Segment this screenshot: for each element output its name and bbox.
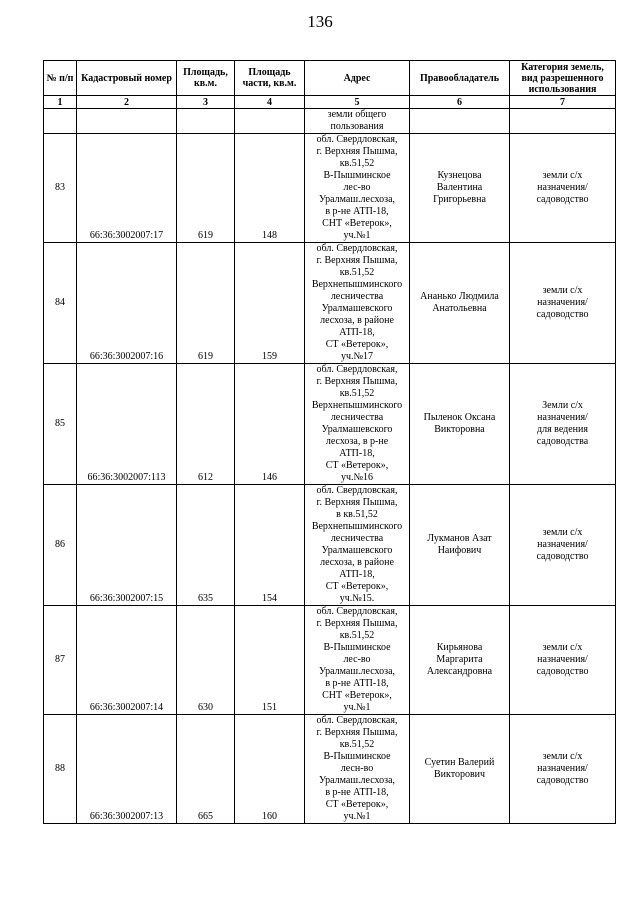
- address-line: Уралмаш.лесхоза,: [318, 194, 396, 205]
- owner-line: Кузнецова: [437, 170, 482, 181]
- owner-line: Ананько Людмила: [420, 291, 499, 302]
- area-value: 635: [177, 485, 235, 606]
- address-line: г. Верхняя Пышма,: [316, 497, 398, 508]
- area-value: 619: [177, 134, 235, 243]
- category-line: садоводство: [536, 775, 589, 786]
- owner-cell: [410, 364, 510, 485]
- category-line: садоводство: [536, 551, 589, 562]
- cadastral-number: 66:36:3002007:16: [77, 243, 177, 364]
- address-line: Верхнепышминского: [311, 400, 403, 411]
- page-number: 136: [307, 12, 333, 31]
- address-line: кв.51,52: [339, 630, 375, 641]
- address-line: СТ «Ветерок»,: [325, 460, 389, 471]
- col-number: 3: [177, 96, 235, 109]
- category-line: назначения/: [537, 412, 588, 423]
- address-line: уч.№15.: [339, 593, 375, 604]
- row-number: 87: [44, 606, 77, 715]
- category-cell: [510, 606, 616, 715]
- address-line: В-Пышминское: [323, 751, 391, 762]
- category-line: земли с/х: [542, 751, 583, 762]
- address-line: в р-не АТП-18,: [325, 787, 389, 798]
- table-row: [44, 715, 616, 824]
- continuation-line: земли общего: [327, 109, 387, 120]
- part-area-value: 159: [235, 243, 305, 364]
- col-header-cadastral: Кадастровый номер: [77, 61, 177, 96]
- address-line: лес-во: [343, 182, 371, 193]
- address-line: лесхоза, в районе: [320, 315, 394, 326]
- address-line: лес-во: [343, 654, 371, 665]
- address-line: Уралмашевского: [321, 545, 393, 556]
- owner-line: Маргарита: [436, 654, 483, 665]
- owner-cell: [410, 243, 510, 364]
- table-row: [44, 243, 616, 364]
- address-line: Уралмаш.лесхоза,: [318, 666, 396, 677]
- col-number: 2: [77, 96, 177, 109]
- category-cell: [510, 134, 616, 243]
- address-line: лесхоза, в районе: [320, 557, 394, 568]
- owner-cell: [410, 134, 510, 243]
- address-line: Верхнепышминского: [311, 279, 403, 290]
- category-line: назначения/: [537, 654, 588, 665]
- address-line: уч.№1: [343, 811, 371, 822]
- owner-line: Анатольевна: [432, 303, 487, 314]
- part-area-value: 160: [235, 715, 305, 824]
- col-header-area: Площадь, кв.м.: [177, 61, 235, 96]
- owner-line: Валентина: [436, 182, 483, 193]
- address-line: кв.51,52: [339, 158, 375, 169]
- cadastral-number: 66:36:3002007:15: [77, 485, 177, 606]
- address-cell: [305, 243, 410, 364]
- address-line: уч.№1: [343, 702, 371, 713]
- category-cell: [510, 243, 616, 364]
- address-line: лесничества: [330, 533, 384, 544]
- land-register-table: [43, 60, 616, 824]
- address-line: г. Верхняя Пышма,: [316, 255, 398, 266]
- address-line: кв.51,52: [339, 388, 375, 399]
- address-line: обл. Свердловская,: [316, 715, 398, 726]
- address-line: г. Верхняя Пышма,: [316, 376, 398, 387]
- row-number: 83: [44, 134, 77, 243]
- address-line: В-Пышминское: [323, 170, 391, 181]
- table-row: [44, 606, 616, 715]
- part-area-value: 154: [235, 485, 305, 606]
- address-line: обл. Свердловская,: [316, 243, 398, 254]
- address-line: уч.№1: [343, 230, 371, 241]
- address-line: обл. Свердловская,: [316, 606, 398, 617]
- owner-line: Наифович: [437, 545, 482, 556]
- owner-line: Викторович: [433, 769, 486, 780]
- col-number: 6: [410, 96, 510, 109]
- owner-line: Викторовна: [434, 424, 485, 435]
- col-number: 5: [305, 96, 410, 109]
- address-line: обл. Свердловская,: [316, 364, 398, 375]
- cadastral-number: 66:36:3002007:113: [77, 364, 177, 485]
- address-line: кв.51,52: [339, 267, 375, 278]
- area-value: 619: [177, 243, 235, 364]
- col-header-num: № п/п: [44, 61, 77, 96]
- cadastral-number: 66:36:3002007:17: [77, 134, 177, 243]
- address-line: обл. Свердловская,: [316, 134, 398, 145]
- col-header-category: Категория земель, вид разрешенного использования: [510, 61, 616, 96]
- address-line: уч.№17: [340, 351, 374, 362]
- address-line: Верхнепышминского: [311, 521, 403, 532]
- address-line: г. Верхняя Пышма,: [316, 146, 398, 157]
- col-number: 7: [510, 96, 616, 109]
- table-row: [44, 485, 616, 606]
- address-line: уч.№16: [340, 472, 374, 483]
- address-cell: [305, 715, 410, 824]
- col-number: 1: [44, 96, 77, 109]
- part-area-value: 148: [235, 134, 305, 243]
- table-row: [44, 364, 616, 485]
- part-area-value: 151: [235, 606, 305, 715]
- address-line: СТ «Ветерок»,: [325, 581, 389, 592]
- col-header-address: Адрес: [305, 61, 410, 96]
- address-line: кв.51,52: [339, 739, 375, 750]
- category-line: назначения/: [537, 182, 588, 193]
- cadastral-number: 66:36:3002007:13: [77, 715, 177, 824]
- category-line: садоводства: [536, 436, 589, 447]
- continuation-address: [305, 109, 410, 134]
- header-row: [44, 61, 616, 96]
- row-number: 85: [44, 364, 77, 485]
- address-line: лесничества: [330, 412, 384, 423]
- category-line: садоводство: [536, 309, 589, 320]
- owner-line: Григорьевна: [433, 194, 486, 205]
- address-line: г. Верхняя Пышма,: [316, 727, 398, 738]
- row-number: 88: [44, 715, 77, 824]
- address-line: лесничества: [330, 291, 384, 302]
- category-line: садоводство: [536, 666, 589, 677]
- col-header-part-area: Площадь части, кв.м.: [235, 61, 305, 96]
- owner-line: Кирьянова: [436, 642, 483, 653]
- category-cell: [510, 485, 616, 606]
- address-cell: [305, 606, 410, 715]
- address-cell: [305, 485, 410, 606]
- address-line: лесн-во: [340, 763, 374, 774]
- continuation-line: пользования: [330, 121, 384, 132]
- category-line: земли с/х: [542, 642, 583, 653]
- category-line: садоводство: [536, 194, 589, 205]
- area-value: 665: [177, 715, 235, 824]
- owner-cell: [410, 485, 510, 606]
- area-value: 630: [177, 606, 235, 715]
- address-line: обл. Свердловская,: [316, 485, 398, 496]
- address-line: в р-не АТП-18,: [325, 678, 389, 689]
- category-cell: [510, 364, 616, 485]
- address-line: СТ «Ветерок»,: [325, 339, 389, 350]
- owner-line: Лукманов Азат: [427, 533, 492, 544]
- category-line: земли с/х: [542, 170, 583, 181]
- address-line: АТП-18,: [339, 327, 375, 338]
- address-line: г. Верхняя Пышма,: [316, 618, 398, 629]
- category-cell: [510, 715, 616, 824]
- category-line: назначения/: [537, 539, 588, 550]
- address-line: АТП-18,: [339, 569, 375, 580]
- category-line: для ведения: [537, 424, 588, 435]
- col-header-owner: Правообладатель: [410, 61, 510, 96]
- col-number: 4: [235, 96, 305, 109]
- area-value: 612: [177, 364, 235, 485]
- owner-line: Пыленок Оксана: [423, 412, 496, 423]
- category-line: земли с/х: [542, 527, 583, 538]
- category-line: Земли с/х: [542, 400, 583, 411]
- address-line: в кв.51,52: [336, 509, 378, 520]
- owner-line: Суетин Валерий: [424, 757, 495, 768]
- row-number: 84: [44, 243, 77, 364]
- address-cell: [305, 364, 410, 485]
- row-number: 86: [44, 485, 77, 606]
- part-area-value: 146: [235, 364, 305, 485]
- address-line: в р-не АТП-18,: [325, 206, 389, 217]
- owner-cell: [410, 606, 510, 715]
- address-line: В-Пышминское: [323, 642, 391, 653]
- owner-cell: [410, 715, 510, 824]
- address-line: СНТ «Ветерок»,: [322, 218, 392, 229]
- category-line: назначения/: [537, 763, 588, 774]
- address-line: АТП-18,: [339, 448, 375, 459]
- address-line: лесхоза, в р-не: [325, 436, 389, 447]
- address-line: СНТ «Ветерок»,: [322, 690, 392, 701]
- address-line: Уралмашевского: [321, 424, 393, 435]
- category-line: назначения/: [537, 297, 588, 308]
- continuation-row: [44, 109, 616, 134]
- category-line: земли с/х: [542, 285, 583, 296]
- address-line: Уралмашевского: [321, 303, 393, 314]
- address-cell: [305, 134, 410, 243]
- address-line: Уралмаш.лесхоза,: [318, 775, 396, 786]
- column-number-row: [44, 96, 616, 109]
- table-row: [44, 134, 616, 243]
- address-line: СТ «Ветерок»,: [325, 799, 389, 810]
- owner-line: Александровна: [426, 666, 493, 677]
- cadastral-number: 66:36:3002007:14: [77, 606, 177, 715]
